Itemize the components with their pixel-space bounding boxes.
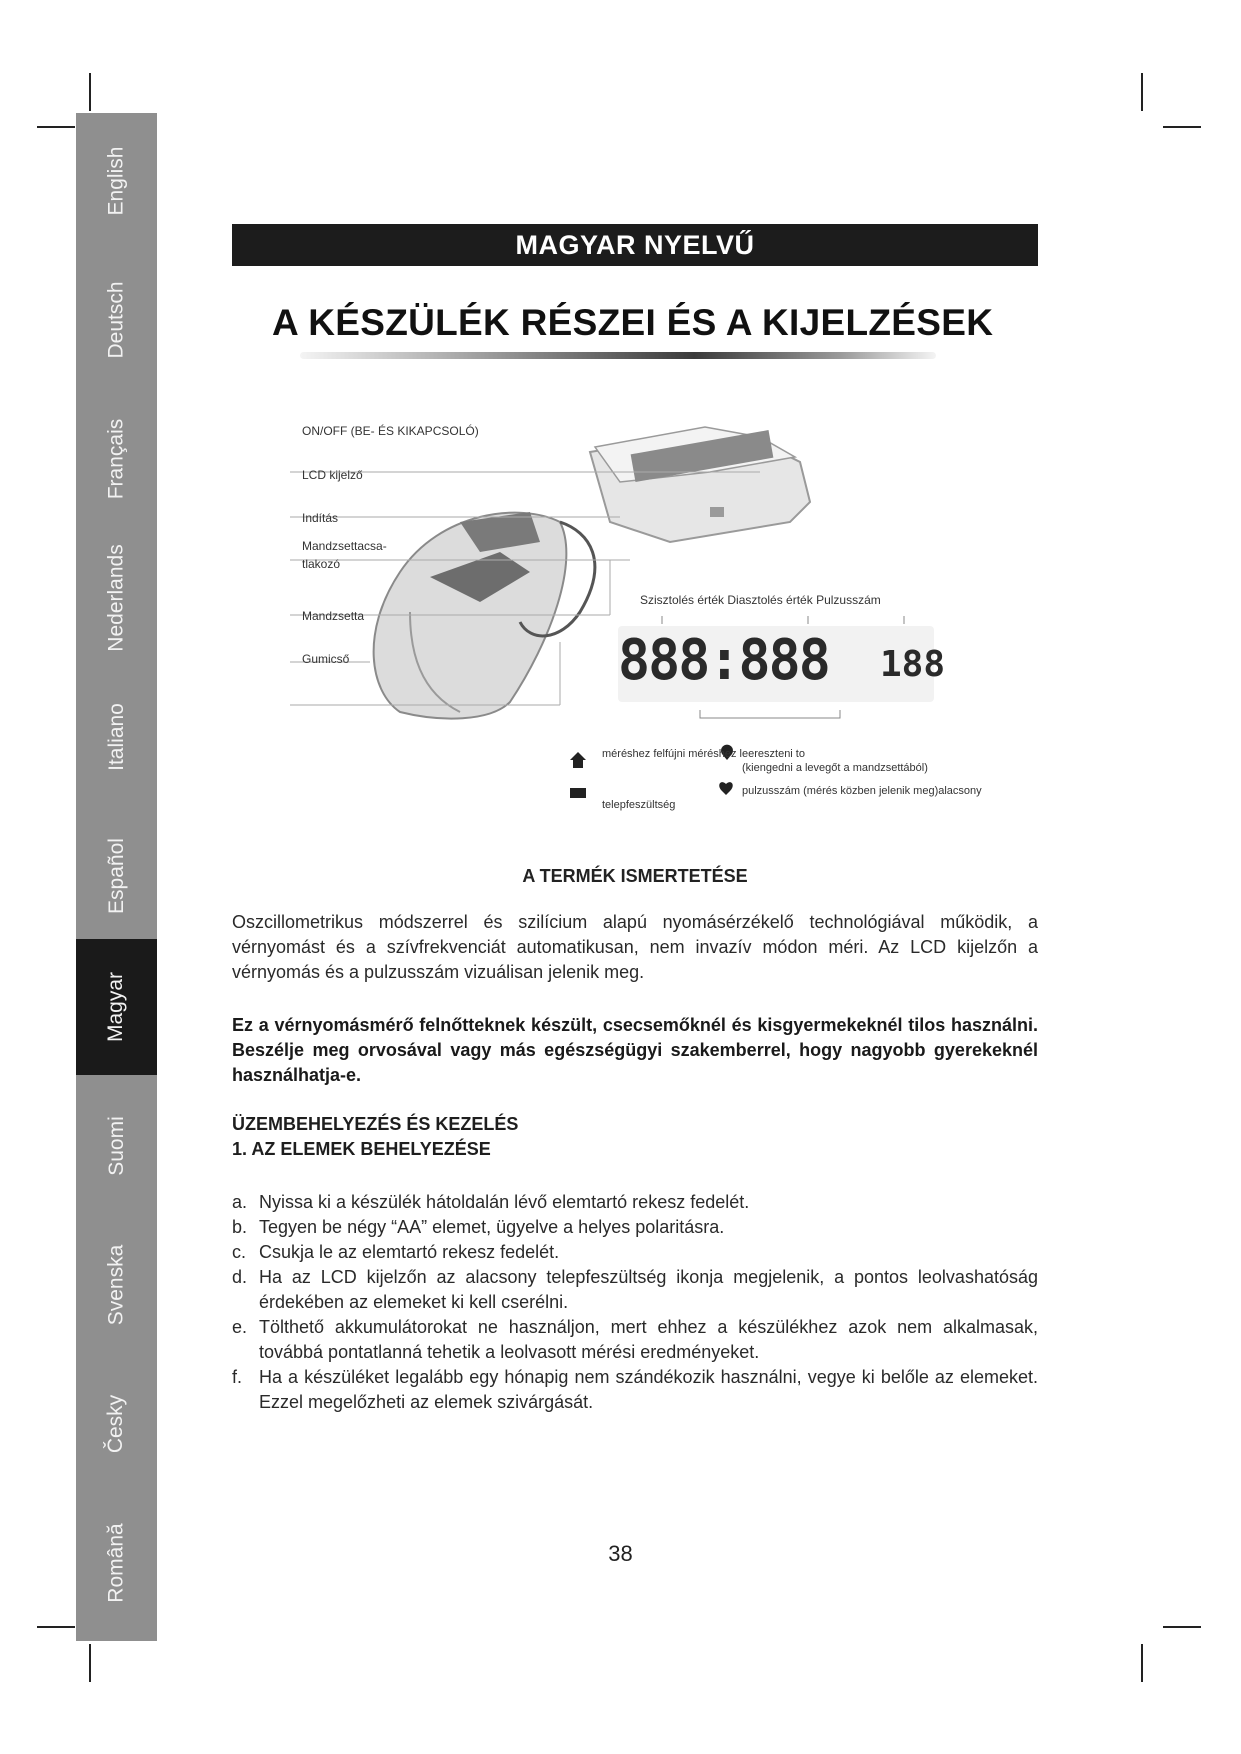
list-marker: e.	[232, 1317, 248, 1337]
list-marker: c.	[232, 1242, 247, 1262]
lang-label: Română	[104, 1523, 128, 1603]
lang-label: Italiano	[104, 703, 128, 771]
list-item	[232, 1240, 1038, 1265]
lang-tab-nederlands[interactable]	[76, 530, 157, 666]
lang-tab-espanol[interactable]	[76, 808, 157, 944]
lang-label: Suomi	[104, 1116, 128, 1176]
lcd-header: Szisztolés érték Diasztolés érték Pulzusszám	[640, 593, 881, 607]
page-title: A KÉSZÜLÉK RÉSZEI ÉS A KIJELZÉSEK	[272, 302, 994, 343]
page-number: 38	[608, 1541, 633, 1566]
lang-tab-italiano[interactable]	[76, 669, 157, 805]
list-marker: b.	[232, 1217, 248, 1237]
label-cuff: Mandzsetta	[302, 609, 365, 623]
list-marker: d.	[232, 1267, 248, 1287]
crop-mark-tr-v	[1141, 73, 1143, 111]
legend-battery: telepfeszültség	[602, 799, 676, 811]
label-connector-1: Mandzsettacsa-	[302, 539, 387, 553]
label-lcd: LCD kijelző	[302, 468, 363, 482]
label-tube: Gumicső	[302, 652, 350, 666]
install-steps	[232, 1190, 1038, 1415]
product-warning: Ez a vérnyomásmérő felnőtteknek készült, csecsemőknél és kisgyermekeknél tilos használni. Beszélje meg orvosával vagy más egészségügyi szakemberrel, hogy nagyobb gyerekeknél használhatja-e.	[232, 1015, 1038, 1085]
crop-mark-tr-h	[1163, 126, 1201, 128]
list-text: Ha a készüléket legalább egy hónapig nem szándékozik használni, vegye ki belőle az elemeket. Ezzel megelőzheti az elemek szivárgását.	[259, 1367, 1038, 1412]
list-text: Tölthető akkumulátorokat ne használjon, mert ehhez a készülékhez azok nem alkalmasak, továbbá pontatlanná tehetik a leolvasott mérési eredményeket.	[259, 1317, 1038, 1362]
label-onoff: ON/OFF (BE- ÉS KIKAPCSOLÓ)	[302, 424, 479, 438]
crop-mark-tl-h	[37, 126, 75, 128]
list-item	[232, 1215, 1038, 1240]
lang-label: English	[104, 146, 128, 216]
crop-mark-bl-v	[89, 1644, 91, 1682]
lang-tab-magyar[interactable]	[76, 939, 157, 1075]
install-heading: ÜZEMBEHELYEZÉS ÉS KEZELÉS	[232, 1114, 519, 1134]
lang-tab-suomi[interactable]	[76, 1078, 157, 1214]
legend-deflate-note: (kiengedni a levegőt a mandzsettából)	[742, 762, 928, 774]
install-subheading: 1. AZ ELEMEK BEHELYEZÉSE	[232, 1139, 491, 1159]
lang-tab-svenska[interactable]	[76, 1217, 157, 1353]
legend-pulse-note: pulzusszám (mérés közben jelenik meg)alacsony	[742, 785, 982, 797]
crop-mark-br-h	[1163, 1626, 1201, 1628]
list-item	[232, 1190, 1038, 1215]
lang-label: Français	[104, 418, 128, 500]
battery-icon	[570, 788, 586, 798]
crop-mark-bl-h	[37, 1626, 75, 1628]
label-connector-2: tlakozó	[302, 557, 341, 571]
list-marker: f.	[232, 1367, 243, 1387]
lang-label: Svenska	[104, 1244, 128, 1326]
lang-label: Česky	[104, 1394, 128, 1454]
product-description: Oszcillometrikus módszerrel és szilícium alapú nyomásérzékelő technológiával működik, a vérnyomást és a szívfrekvenciát automatikusan, nem invazív módon méri. Az LCD kijelzőn a vérnyomás és a pulzusszám vizuálisan jelenik meg.	[232, 912, 1038, 982]
list-marker: a.	[232, 1192, 248, 1212]
section-header: MAGYAR NYELVŰ	[232, 224, 1038, 266]
lang-tab-francais[interactable]	[76, 391, 157, 527]
lcd-digits: 888:888	[618, 628, 829, 693]
list-text: Tegyen be négy “AA” elemet, ügyelve a helyes polaritásra.	[259, 1217, 725, 1237]
legend-inflate-deflate: méréshez felfújni méréshez leereszteni to	[602, 748, 805, 760]
lang-tab-english[interactable]	[76, 113, 157, 249]
lang-label: Nederlands	[104, 544, 128, 652]
crop-mark-tl-v	[89, 73, 91, 111]
lang-tab-cesky[interactable]	[76, 1356, 157, 1492]
list-text: Nyissa ki a készülék hátoldalán lévő elemtartó rekesz fedelét.	[259, 1192, 750, 1212]
lcd-pulse: 188	[880, 644, 946, 685]
list-text: Ha az LCD kijelzőn az alacsony telepfeszültség ikonja megjelenik, a pontos leolvashatóság érdekében az elemeket ki kell cserélni.	[259, 1267, 1038, 1312]
lang-label: Deutsch	[104, 281, 128, 359]
lang-tab-deutsch[interactable]	[76, 252, 157, 388]
list-item	[232, 1365, 1038, 1415]
lang-label: Magyar	[104, 971, 128, 1043]
lcd-display	[618, 626, 946, 702]
lang-label: Español	[104, 838, 128, 914]
crop-mark-br-v	[1141, 1644, 1143, 1682]
list-item	[232, 1315, 1038, 1365]
list-item	[232, 1265, 1038, 1315]
language-sidebar	[76, 113, 157, 1641]
title-divider	[300, 352, 936, 359]
label-start: Indítás	[302, 511, 339, 525]
product-title: A TERMÉK ISMERTETÉSE	[522, 866, 748, 886]
device-diagram	[290, 412, 1038, 832]
list-text: Csukja le az elemtartó rekesz fedelét.	[259, 1242, 560, 1262]
